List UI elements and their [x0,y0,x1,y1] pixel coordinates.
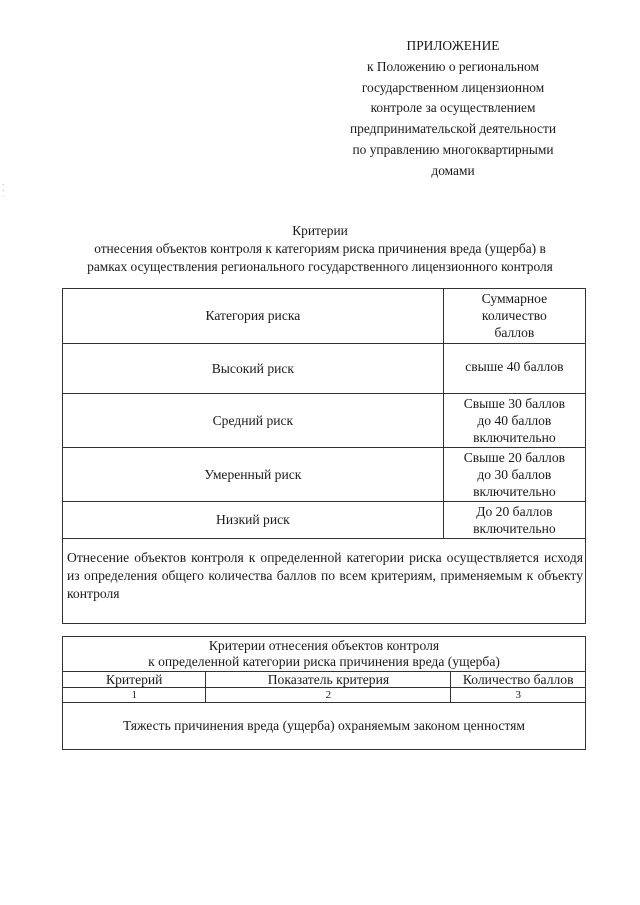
column-number-row [63,688,586,703]
appendix-header [318,36,588,182]
criteria-table-title: Критерии отнесения объектов контроля к определенной категории риска причинения вреда (ущерба) [63,637,586,672]
appendix-line: контроле за осуществлением [370,100,536,116]
table-row [63,394,586,448]
table-row [63,539,586,624]
appendix-line: государственном лицензионном [361,79,545,95]
header-points: Суммарное количество баллов [443,289,585,344]
criteria-title-heading: Критерии [292,223,348,238]
risk-points-medium: Свыше 30 баллов до 40 баллов включительно [443,394,585,448]
risk-category-table [62,288,586,624]
column-number: 1 [63,688,206,703]
table-header-row [63,637,586,672]
column-header-indicator: Показатель критерия [206,672,451,688]
appendix-line: по управлению многоквартирными [352,141,554,157]
criteria-table [62,636,586,750]
column-header-points: Количество баллов [451,672,586,688]
risk-category-high: Высокий риск [63,344,444,394]
criteria-title-line: отнесения объектов контроля к категориям риска причинения вреда (ущерба) в [94,241,546,256]
section-row-harm-severity: Тяжесть причинения вреда (ущерба) охраняемым законом ценностям [63,703,586,750]
risk-note: Отнесение объектов контроля к определенной категории риска осуществляется исходя из определения общего количества баллов по всем критериям, применяемым к объекту контроля [63,539,586,624]
risk-category-medium: Средний риск [63,394,444,448]
appendix-line: предпринимательской деятельности [350,121,556,137]
criteria-title [40,222,600,276]
table-row [63,448,586,502]
margin-mark: · · · [2,181,5,201]
appendix-line: к Положению о региональном [367,58,539,74]
header-category: Категория риска [63,289,444,344]
column-header-criterion: Критерий [63,672,206,688]
column-header-row [63,672,586,688]
risk-category-moderate: Умеренный риск [63,448,444,502]
criteria-title-line: рамках осуществления регионального государственного лицензионного контроля [87,259,553,274]
risk-points-moderate: Свыше 20 баллов до 30 баллов включительно [443,448,585,502]
column-number: 3 [451,688,586,703]
appendix-line: домами [431,162,475,178]
table-row [63,703,586,750]
table-row [63,344,586,394]
appendix-title: ПРИЛОЖЕНИЕ [406,38,500,53]
column-number: 2 [206,688,451,703]
table-row [63,502,586,539]
risk-points-low: До 20 баллов включительно [443,502,585,539]
risk-category-low: Низкий риск [63,502,444,539]
table-header-row [63,289,586,344]
risk-points-high: свыше 40 баллов [443,344,585,394]
